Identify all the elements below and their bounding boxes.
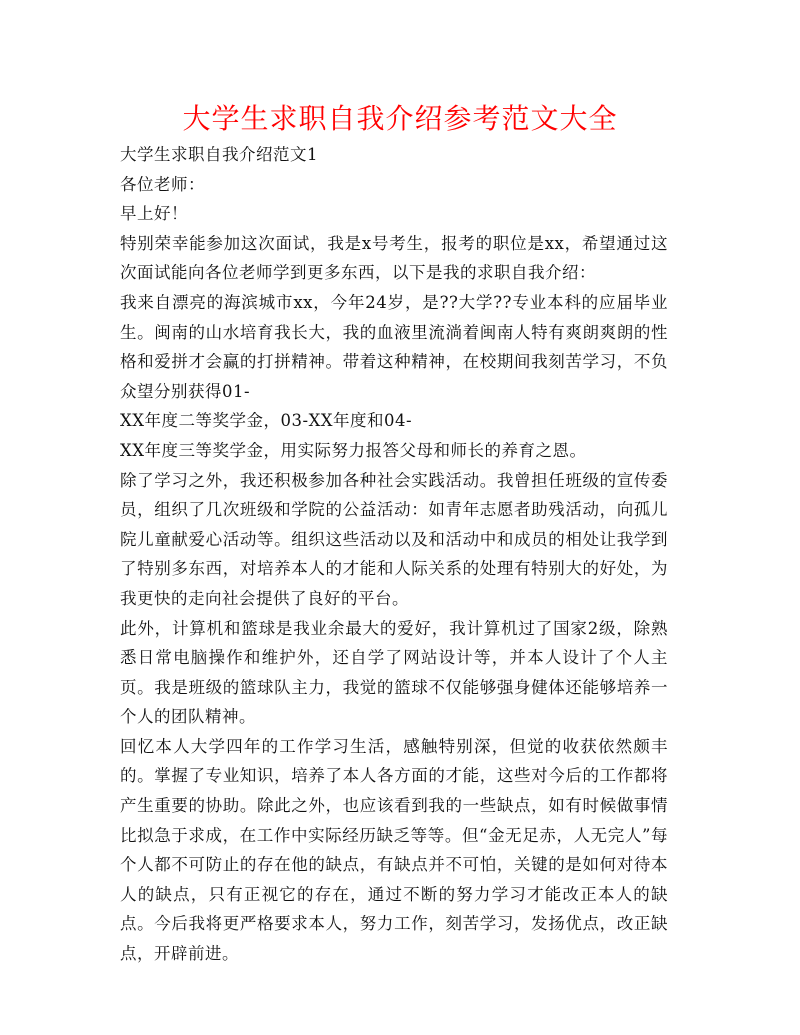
document-body	[120, 140, 668, 969]
paragraph-background: 我来自漂亮的海滨城市xx，今年24岁，是??大学??专业本科的应届毕业生。闽南的山水培育我长大，我的血液里流淌着闽南人特有爽朗爽朗的性格和爱拼才会赢的打拼精神。带着这种精神，在校期间我刻苦学习，不负众望分别获得01-	[120, 292, 668, 401]
paragraph-scholarship-1: XX年度二等奖学金，03-XX年度和04-	[120, 411, 413, 431]
paragraph-reflection: 回忆本人大学四年的工作学习生活，感触特别深，但觉的收获依然颇丰的。掌握了专业知识，培养了本人各方面的才能，这些对今后的工作都将产生重要的协助。除此之外，也应该看到我的一些缺点，如有时候做事情比拟急于求成，在工作中实际经历缺乏等等。但“金无足赤，人无完人”每个人都不可防止的存在他的缺点，有缺点并不可怕，关键的是如何对待本人的缺点，只有正视它的存在，通过不断的努力学习才能改正本人的缺点。今后我将更严格要求本人，努力工作，刻苦学习，发扬优点，改正缺点，开辟前进。	[120, 736, 668, 964]
paragraph-scholarship-2: XX年度三等奖学金，用实际努力报答父母和师长的养育之恩。	[120, 440, 587, 460]
section-heading: 大学生求职自我介绍范文1	[120, 145, 318, 164]
paragraph-hobbies: 此外，计算机和篮球是我业余最大的爱好，我计算机过了国家2级，除熟悉日常电脑操作和维护外，还自学了网站设计等，并本人设计了个人主页。我是班级的篮球队主力，我觉的篮球不仅能够强身健体还能够培养一个人的团队精神。	[120, 618, 668, 727]
greeting: 早上好！	[120, 204, 188, 224]
document-title: 大学生求职自我介绍参考范文大全	[182, 102, 618, 135]
salutation: 各位老师：	[120, 174, 205, 194]
paragraph-activities: 除了学习之外，我还积极参加各种社会实践活动。我曾担任班级的宣传委员，组织了几次班级和学院的公益活动：如青年志愿者助残活动，向孤儿院儿童献爱心活动等。组织这些活动以及和活动中和成员的相处让我学到了特别多东西，对培养本人的才能和人际关系的处理有特别大的好处，为我更快的走向社会提供了良好的平台。	[120, 470, 668, 608]
paragraph-intro: 特别荣幸能参加这次面试，我是x号考生，报考的职位是xx，希望通过这次面试能向各位老师学到更多东西，以下是我的求职自我介绍：	[120, 233, 668, 283]
